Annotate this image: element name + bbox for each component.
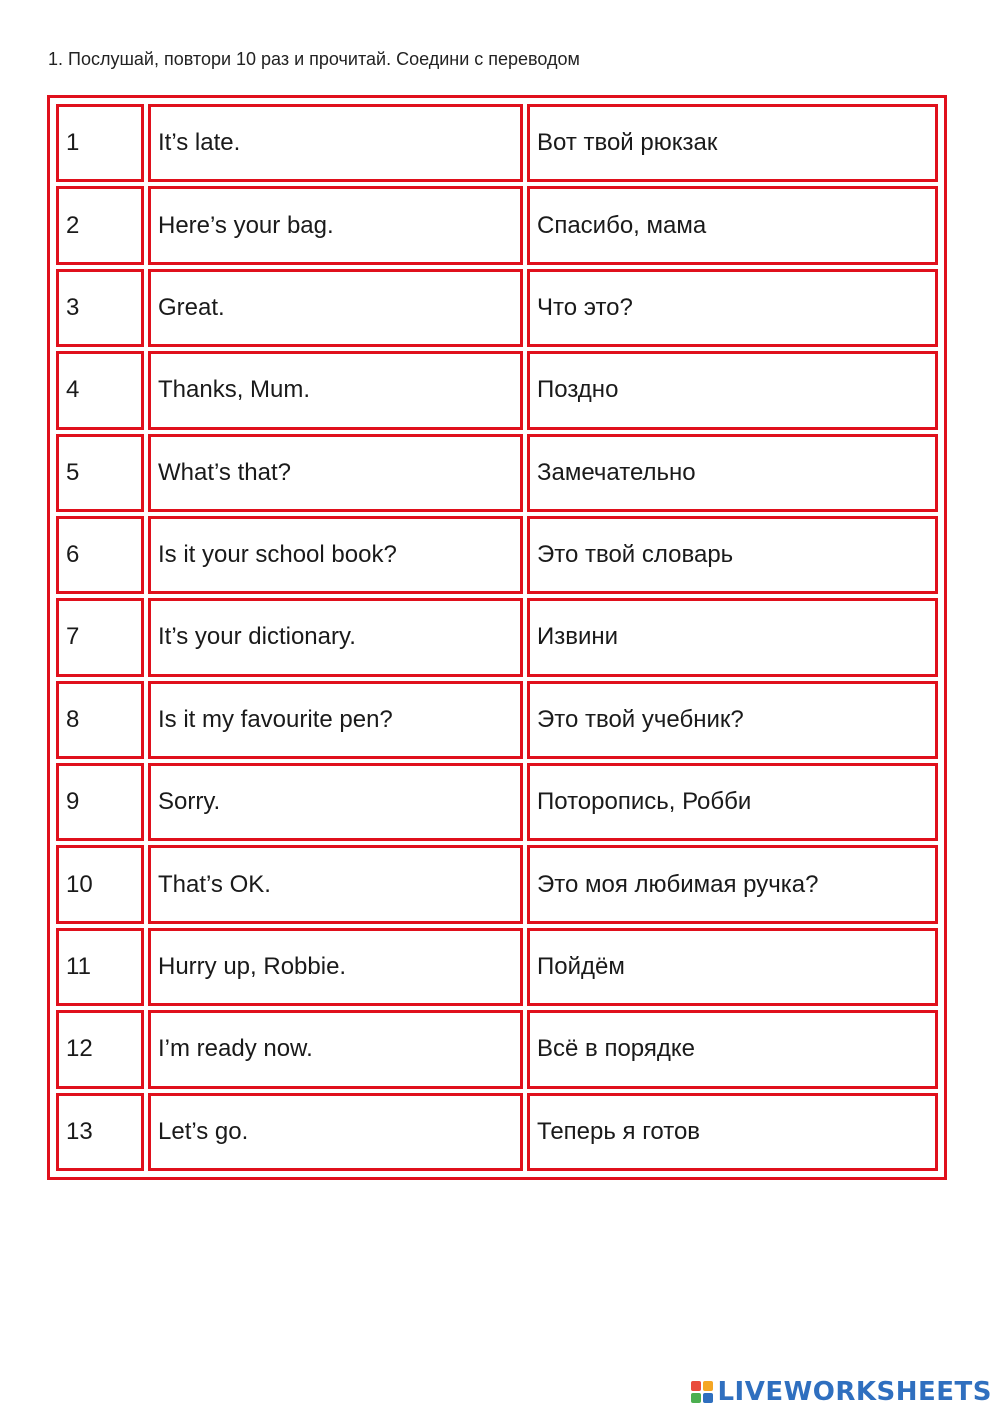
table-row [56,269,938,347]
russian-translation-cell: Поздно [527,351,938,429]
row-number-cell: 6 [56,516,144,594]
english-phrase-cell: Is it my favourite pen? [148,681,523,759]
russian-translation-cell: Пойдём [527,928,938,1006]
row-number-cell: 4 [56,351,144,429]
table-row [56,598,938,676]
row-number-cell: 5 [56,434,144,512]
row-number-cell: 1 [56,104,144,182]
instruction-text: 1. Послушай, повтори 10 раз и прочитай. Соедини с переводом [48,49,580,69]
english-phrase-cell: Thanks, Mum. [148,351,523,429]
row-number-cell: 2 [56,186,144,264]
row-number-cell: 9 [56,763,144,841]
english-phrase-cell: It’s your dictionary. [148,598,523,676]
english-phrase-cell: Hurry up, Robbie. [148,928,523,1006]
row-number-cell: 12 [56,1010,144,1088]
english-phrase-cell: Let’s go. [148,1093,523,1172]
english-phrase-cell: Here’s your bag. [148,186,523,264]
russian-translation-cell: Это моя любимая ручка? [527,845,938,923]
russian-translation-cell: Это твой словарь [527,516,938,594]
brand-text: LIVEWORKSHEETS [717,1377,992,1407]
english-phrase-cell: Sorry. [148,763,523,841]
english-phrase-cell: What’s that? [148,434,523,512]
russian-translation-cell: Поторопись, Робби [527,763,938,841]
russian-translation-cell: Теперь я готов [527,1093,938,1172]
liveworksheets-brand [691,1377,992,1407]
row-number-cell: 13 [56,1093,144,1172]
table-row [56,845,938,923]
liveworksheets-logo-icon [691,1381,713,1403]
table-row [56,1093,938,1172]
russian-translation-cell: Вот твой рюкзак [527,104,938,182]
row-number-cell: 8 [56,681,144,759]
table-row [56,434,938,512]
russian-translation-cell: Спасибо, мама [527,186,938,264]
phrase-table-grid [52,100,942,1175]
russian-translation-cell: Извини [527,598,938,676]
english-phrase-cell: It’s late. [148,104,523,182]
logo-square-1 [691,1381,701,1391]
logo-square-4 [703,1393,713,1403]
row-number-cell: 11 [56,928,144,1006]
row-number-cell: 3 [56,269,144,347]
logo-square-2 [703,1381,713,1391]
phrase-table [47,95,947,1180]
english-phrase-cell: Great. [148,269,523,347]
russian-translation-cell: Замечательно [527,434,938,512]
table-row [56,681,938,759]
table-row [56,1010,938,1088]
russian-translation-cell: Всё в порядке [527,1010,938,1088]
table-row [56,763,938,841]
table-row [56,516,938,594]
english-phrase-cell: Is it your school book? [148,516,523,594]
english-phrase-cell: I’m ready now. [148,1010,523,1088]
phrase-rows [56,104,938,1171]
row-number-cell: 7 [56,598,144,676]
table-row [56,104,938,182]
table-row [56,928,938,1006]
logo-square-3 [691,1393,701,1403]
table-row [56,351,938,429]
russian-translation-cell: Это твой учебник? [527,681,938,759]
russian-translation-cell: Что это? [527,269,938,347]
english-phrase-cell: That’s OK. [148,845,523,923]
table-row [56,186,938,264]
row-number-cell: 10 [56,845,144,923]
